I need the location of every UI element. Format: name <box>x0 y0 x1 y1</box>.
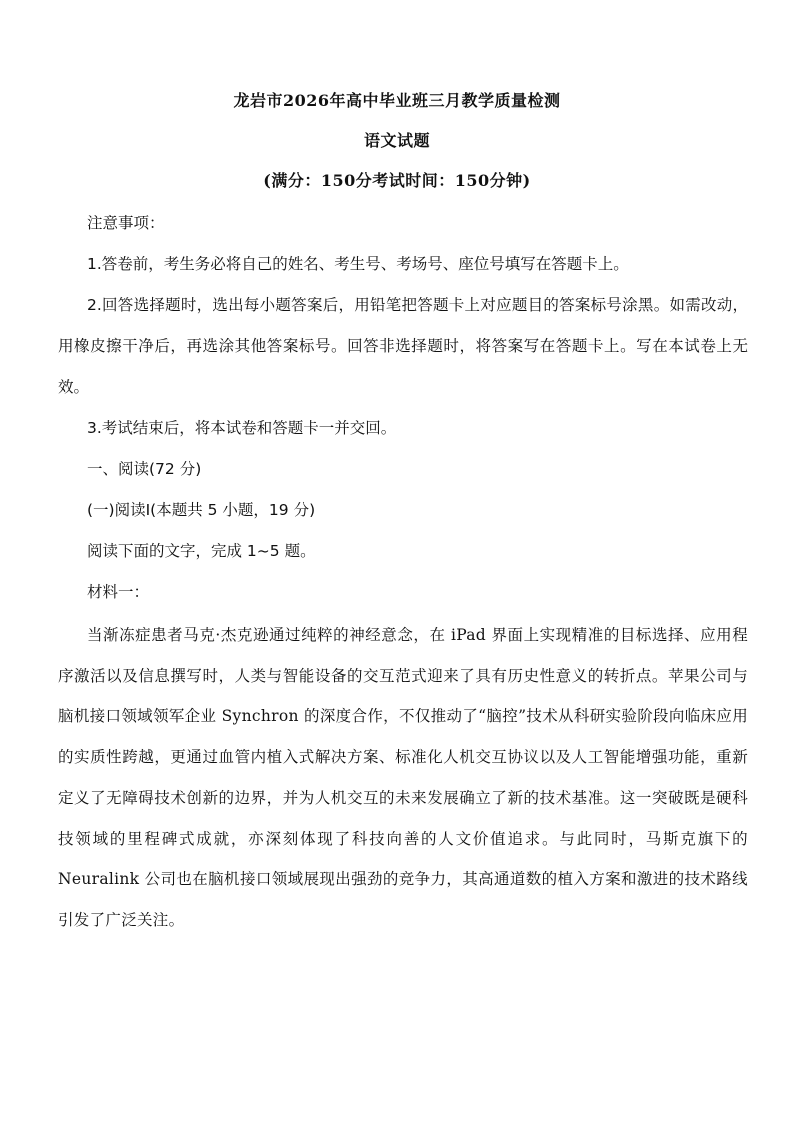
notice-item-3: 3.考试结束后，将本试卷和答题卡一并交回。 <box>87 419 397 437</box>
material-label: 材料一： <box>87 583 150 601</box>
reading-instruction: 阅读下面的文字，完成 1~5 题。 <box>87 542 316 560</box>
notice-heading: 注意事项： <box>87 214 165 232</box>
exam-meta: (满分：150分考试时间：150分钟) <box>263 171 531 190</box>
section-heading: 一、阅读(72 分) <box>87 460 202 478</box>
subsection-heading: (一)阅读Ⅰ(本题共 5 小题，19 分) <box>87 501 316 519</box>
material-1-paragraph: 当渐冻症患者马克·杰克逊通过纯粹的神经意念，在 iPad 界面上实现精准的目标选择、应用程序激活以及信息撰写时，人类与智能设备的交互范式迎来了具有历史性意义的转折点。苹果公司与脑机接口领域领军企业 Synchron 的深度合作，不仅推动了“脑控”技术从科研实验阶段向临床应用的实质性跨越，更通过血管内植入式解决方案、标准化人机交互协议以及人工智能增强功能，重新定义了无障碍技术创新的边界，并为人机交互的未来发展确立了新的技术基准。这一突破既是硬科技领域的里程碑式成就，亦深刻体现了科技向善的人文价值追求。与此同时，马斯克旗下的 Neuralink 公司也在脑机接口领域展现出强劲的竞争力，其高通道数的植入方案和激进的技术路线引发了广泛关注。 <box>58 626 748 929</box>
notice-item-1: 1.答卷前，考生务必将自己的姓名、考生号、考场号、座位号填写在答题卡上。 <box>87 255 629 273</box>
exam-subject: 语文试题 <box>363 131 430 150</box>
exam-title: 龙岩市2026年高中毕业班三月教学质量检测 <box>233 91 561 110</box>
notice-item-2: 2.回答选择题时，选出每小题答案后，用铅笔把答题卡上对应题目的答案标号涂黑。如需改动，用橡皮擦干净后，再选涂其他答案标号。回答非选择题时，将答案写在答题卡上。写在本试卷上无效。 <box>58 296 748 396</box>
